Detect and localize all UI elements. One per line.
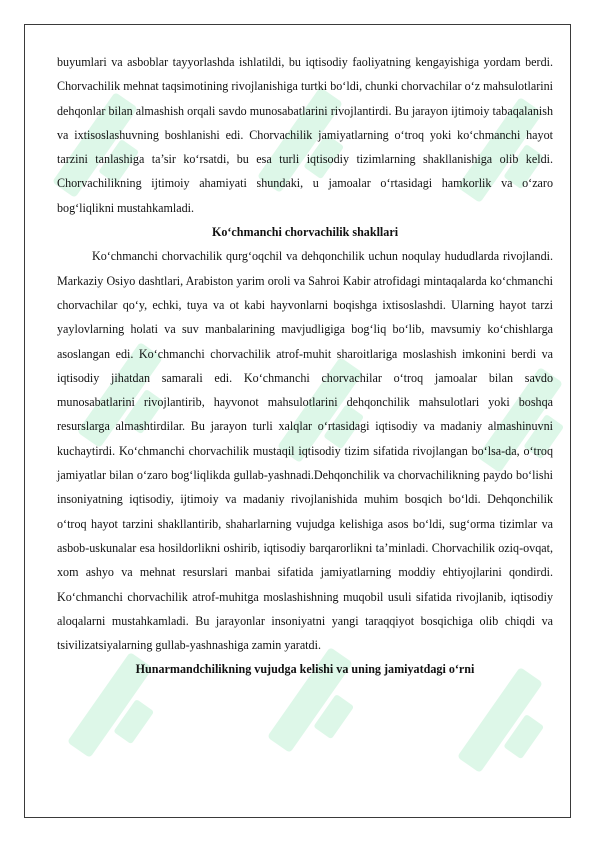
section-heading-craftsmanship: Hunarmandchilikning vujudga kelishi va uning jamiyatdagi o‘rni — [135, 662, 475, 677]
section-heading-nomadic-herding: Ko‘chmanchi chorvachilik shakllari — [211, 225, 399, 240]
document-body — [57, 50, 553, 682]
paragraph-1: buyumlari va asboblar tayyorlashda ishlatildi, bu iqtisodiy faoliyatning kengayishiga yordam berdi. Chorvachilik mehnat taqsimotining rivojlanishiga turtki bo‘ldi, chunki chorvachilar o‘z mahsulotlarini dehqonlar bilan almashish orqali savdo munosabatlarini rivojlantirdi. Bu jarayon ijtimoiy tabaqalanish va ixtisoslashuvning boshlanishi edi. Chorvachilik jamiyatlarning o‘troq yoki ko‘chmanchi hayot tarzini tanlashiga ta’sir ko‘rsatdi, bu esa turli iqtisodiy tizimlarning shakllanishiga olib keldi. Chorvachilikning ijtimoiy ahamiyati shundaki, u jamoalar o‘rtasidagi hamkorlik va o‘zaro bog‘liqlikni mustahkamladi. — [57, 55, 553, 215]
paragraph-2: Ko‘chmanchi chorvachilik qurg‘oqchil va dehqonchilik uchun noqulay hududlarda rivojlandi. Markaziy Osiyo dashtlari, Arabiston yarim oroli va Sahroi Kabir atrofidagi mintaqalarda ko‘chmanchi chorvachilar qo‘y, echki, tuya va ot kabi hayvonlarni boqishga ixtisoslashdi. Ularning hayot tarzi yaylovlarning holati va suv manbalarining mavjudligiga bog‘liq bo‘lib, mavsumiy ko‘chishlarga asoslangan edi. Ko‘chmanchi chorvachilik atrof-muhit sharoitlariga moslashish imkonini berdi va iqtisodiy jihatdan samarali edi. Ko‘chmanchi chorvachilar o‘troq jamoalar bilan savdo munosabatlarini rivojlantirib, hayvonot mahsulotlarini dehqonchilik mahsulotlari yoki boshqa resurslarga almashtirdilar. Bu jarayon turli xalqlar o‘rtasidagi iqtisodiy va madaniy almashinuvni kuchaytirdi. Ko‘chmanchi chorvachilik mustaqil iqtisodiy tizim sifatida rivojlangan bo‘lsa-da, o‘troq jamiyatlar bilan o‘zaro bog‘liqlikda gullab-yashnadi.Dehqonchilik va chorvachilikning paydo bo‘lishi insoniyatning iqtisodiy, ijtimoiy va madaniy rivojlanishida muhim bosqich bo‘ldi. Dehqonchilik o‘troq hayot tarzini shakllantirib, shaharlarning vujudga kelishiga asos bo‘ldi, sug‘orma tizimlar va asbob-uskunalar esa hosildorlikni oshirib, iqtisodiy barqarorlikni ta’minladi. Chorvachilik oziq-ovqat, xom ashyo va mehnat resurslari manbai sifatida jamiyatlarning moddiy ehtiyojlarini qondirdi. Ko‘chmanchi chorvachilik atrof-muhitga moslashishning muqobil usuli sifatida rivojlanib, iqtisodiy aloqalarni mustahkamladi. Bu jarayonlar insoniyatni yangi taraqqiyot bosqichiga olib chiqdi va tsivilizatsiyalarning gullab-yashnashiga zamin yaratdi. — [57, 249, 553, 653]
